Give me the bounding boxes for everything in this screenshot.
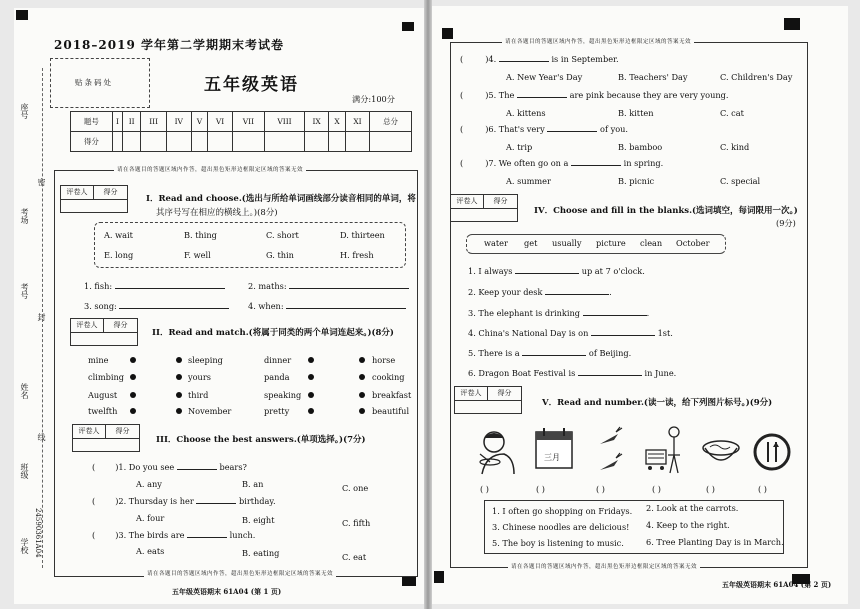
side-label-school: 学校 — [20, 538, 29, 554]
registration-mark — [16, 10, 28, 20]
paren-open: ( — [460, 158, 464, 168]
question-stem-end: are pink because they are very young. — [569, 90, 729, 100]
sentence: 1. I often go shopping on Fridays. — [492, 506, 633, 516]
mc-question-6 — [460, 124, 628, 134]
word-bank-word: clean — [640, 238, 663, 248]
match-dot[interactable] — [176, 357, 182, 363]
option-word: B. thing — [184, 230, 217, 240]
word-bank-word: usually — [552, 238, 582, 248]
question-stem-end: birthday. — [238, 496, 276, 506]
match-word: November — [188, 406, 232, 416]
score-row-label: 得分 — [71, 132, 113, 152]
paren-open: ( — [460, 124, 464, 134]
picture-number-slot[interactable]: ( ) — [758, 484, 767, 494]
answer-blank — [517, 97, 567, 98]
side-code: 24590361A04 — [34, 508, 42, 558]
question-stem: )4. — [485, 54, 497, 64]
section-4-title: IV．Choose and fill in the blanks.(选词填空，每词限用一次。) — [534, 206, 798, 216]
match-word: mine — [88, 355, 109, 365]
sentence: 6. Tree Planting Day is in March. — [646, 537, 784, 547]
sentence: 2. Look at the carrots. — [646, 503, 739, 513]
match-dot[interactable] — [176, 408, 182, 414]
match-word: beautiful — [372, 406, 410, 416]
answer-blank — [499, 61, 549, 62]
score-input-cell[interactable] — [191, 132, 208, 152]
picture-number-slot[interactable]: ( ) — [652, 484, 661, 494]
score-table-header-row — [71, 112, 412, 132]
question-stem: )3. The birds are — [115, 530, 185, 540]
mc-option: A. summer — [506, 176, 551, 186]
match-dot[interactable] — [308, 408, 314, 414]
question-stem: 4. China's National Day is on — [468, 328, 589, 338]
question-1-1 — [84, 281, 225, 291]
answer-blank[interactable] — [515, 273, 579, 274]
answer-blank[interactable] — [289, 288, 409, 289]
score-cell: IX — [304, 112, 328, 132]
scorer-box — [454, 386, 522, 414]
answer-region-right — [450, 42, 808, 568]
picture-number-slot[interactable]: ( ) — [536, 484, 545, 494]
match-word: yours — [188, 372, 211, 382]
notice-bottom-right: 请在各题目的答题区域内作答，超出黑色矩形边框限定区域的答案无效 — [508, 562, 700, 570]
mc-option: C. fifth — [342, 518, 371, 528]
registration-mark — [402, 22, 414, 31]
footer-page-2: 五年级英语期末 61A04 (第 2 页) — [722, 580, 832, 589]
mc-option: C. cat — [720, 108, 744, 118]
noodle-bowl-icon — [700, 436, 742, 468]
paren-open: ( — [460, 54, 464, 64]
binding-line — [42, 68, 43, 568]
match-dot[interactable] — [130, 408, 136, 414]
match-dot[interactable] — [176, 392, 182, 398]
question-stem-end: in spring. — [623, 158, 664, 168]
notice-bottom-left: 请在各题目的答题区域内作答，超出黑色矩形边框限定区域的答案无效 — [144, 569, 336, 577]
score-cell: III — [141, 112, 167, 132]
score-cell: I — [112, 112, 122, 132]
score-cell: II — [123, 112, 141, 132]
fill-question-6 — [468, 368, 676, 378]
question-1-3 — [84, 301, 229, 311]
fill-question-5 — [468, 348, 631, 358]
match-dot[interactable] — [308, 357, 314, 363]
match-word: cooking — [372, 372, 405, 382]
question-stem: )1. Do you see — [115, 462, 175, 472]
exam-year-title: 2018–2019 学年第二学期期末考试卷 — [54, 38, 284, 52]
question-stem: )2. Thursday is her — [115, 496, 194, 506]
mc-question-5 — [460, 90, 728, 100]
word-bank-word: water — [484, 238, 508, 248]
match-dot[interactable] — [359, 357, 365, 363]
match-word: August — [88, 390, 118, 400]
section-1-title-line2: 其序号写在相应的横线上。)(8分) — [156, 208, 278, 218]
barcode-label: 贴条码处 — [75, 78, 113, 87]
question-stem: 3. song: — [84, 301, 117, 311]
shopping-woman-icon — [642, 424, 688, 476]
mc-question-3 — [92, 530, 255, 540]
sentence: 5. The boy is listening to music. — [492, 538, 624, 548]
match-word: dinner — [264, 355, 292, 365]
mc-option: C. special — [720, 176, 761, 186]
sentence: 3. Chinese noodles are delicious! — [492, 522, 630, 532]
fill-question-3 — [468, 308, 649, 318]
section-3-title: III．Choose the best answers.(单项选择。)(7分) — [156, 435, 366, 445]
match-word: panda — [264, 372, 290, 382]
side-label-class: 班级 — [20, 463, 29, 479]
section-5-title: V．Read and number.(读一读，给下列图片标号。)(9分) — [542, 398, 773, 408]
mc-option: A. kittens — [506, 108, 546, 118]
exam-page-1 — [14, 8, 424, 604]
scorer-box — [72, 424, 140, 452]
match-dot[interactable] — [176, 374, 182, 380]
score-input-cell[interactable] — [329, 132, 346, 152]
scorer-label: 评卷人 — [455, 387, 488, 401]
score-input-cell[interactable] — [370, 132, 412, 152]
word-bank-word: picture — [596, 238, 626, 248]
side-label-room: 考场 — [20, 208, 29, 224]
paren-open: ( — [92, 530, 96, 540]
mc-question-4 — [460, 54, 619, 64]
score-cell: X — [329, 112, 346, 132]
match-word: breakfast — [372, 390, 412, 400]
answer-blank[interactable] — [583, 315, 647, 316]
score-cell: VI — [208, 112, 233, 132]
question-1-2 — [248, 281, 409, 291]
answer-blank — [571, 165, 621, 166]
mc-option: A. New Year's Day — [506, 72, 583, 82]
exam-page-2 — [432, 6, 848, 604]
fill-question-1 — [468, 266, 645, 276]
score-cell: VIII — [265, 112, 305, 132]
notice-top-left: 请在各题目的答题区域内作答，超出黑色矩形边框限定区域的答案无效 — [114, 165, 306, 173]
score-table-score-row — [71, 132, 412, 152]
side-seal-xian: 线 — [37, 433, 46, 441]
question-stem: 4. when: — [248, 301, 284, 311]
word-options-box — [94, 222, 406, 268]
score-input-cell[interactable] — [208, 132, 233, 152]
question-stem-end: lunch. — [229, 530, 256, 540]
score-input-cell[interactable] — [304, 132, 328, 152]
answer-blank[interactable] — [286, 308, 406, 309]
match-dot[interactable] — [359, 392, 365, 398]
question-stem: 3. The elephant is drinking — [468, 308, 581, 318]
match-word: sleeping — [188, 355, 223, 365]
mc-option: B. an — [242, 479, 264, 489]
score-input-cell[interactable] — [345, 132, 369, 152]
question-stem-end: 1st. — [657, 328, 673, 338]
mc-question-2 — [92, 496, 276, 506]
side-label-exam-no: 考号 — [20, 283, 29, 299]
mc-option: B. eating — [242, 548, 280, 558]
side-seal-feng: 封 — [37, 313, 46, 321]
score-label: 得分 — [104, 319, 137, 333]
calendar-label: 三月 — [544, 453, 560, 462]
match-word: climbing — [88, 372, 124, 382]
mc-option: C. one — [342, 483, 369, 493]
scorer-label: 评卷人 — [71, 319, 104, 333]
word-bank-word: get — [524, 238, 538, 248]
question-stem: 2. maths: — [248, 281, 287, 291]
score-cell: IV — [167, 112, 192, 132]
option-word: D. thirteen — [340, 230, 385, 240]
option-word: A. wait — [104, 230, 133, 240]
mc-option: B. bamboo — [618, 142, 663, 152]
mc-option: B. kitten — [618, 108, 654, 118]
mc-option: B. picnic — [618, 176, 655, 186]
notice-top-right: 请在各题目的答题区域内作答，超出黑色矩形边框限定区域的答案无效 — [502, 37, 694, 45]
mc-option: C. eat — [342, 552, 367, 562]
answer-blank — [187, 537, 227, 538]
mc-option: A. trip — [506, 142, 533, 152]
score-input-cell[interactable] — [112, 132, 122, 152]
score-input-cell[interactable] — [232, 132, 264, 152]
registration-mark — [442, 28, 453, 39]
option-word: E. long — [104, 250, 134, 260]
mc-option: C. Children's Day — [720, 72, 793, 82]
mc-question-1 — [92, 462, 247, 472]
section-2-title: II．Read and match.(将属于同类的两个单词连起来。)(8分) — [152, 328, 394, 338]
fill-question-2 — [468, 287, 612, 297]
question-stem: )6. That's very — [485, 124, 545, 134]
scorer-label: 评卷人 — [73, 425, 106, 439]
match-word: third — [188, 390, 209, 400]
question-stem-end: bears? — [219, 462, 247, 472]
picture-number-slot[interactable]: ( ) — [596, 484, 605, 494]
option-word: F. well — [184, 250, 211, 260]
question-stem: )7. We often go on a — [485, 158, 569, 168]
match-word: speaking — [264, 390, 302, 400]
mc-question-7 — [460, 158, 663, 168]
footer-page-1: 五年级英语期末 61A04 (第 1 页) — [172, 587, 282, 596]
match-dot[interactable] — [130, 357, 136, 363]
score-cell: XI — [345, 112, 369, 132]
score-input-cell[interactable] — [123, 132, 141, 152]
option-word: G. thin — [266, 250, 294, 260]
match-dot[interactable] — [130, 392, 136, 398]
side-seal-mi: 密 — [37, 178, 46, 186]
scorer-box — [70, 318, 138, 346]
match-dot[interactable] — [308, 392, 314, 398]
match-word: pretty — [264, 406, 290, 416]
mc-option: C. kind — [720, 142, 750, 152]
registration-mark — [784, 18, 800, 30]
picture-number-slot[interactable]: ( ) — [706, 484, 715, 494]
boy-eating-icon — [472, 426, 522, 476]
barcode-area — [50, 58, 150, 108]
answer-blank — [547, 131, 597, 132]
answer-blank[interactable] — [119, 308, 229, 309]
scorer-label: 评卷人 — [451, 195, 484, 209]
sentence: 4. Keep to the right. — [646, 520, 730, 530]
match-dot[interactable] — [308, 374, 314, 380]
question-stem-end: . — [646, 308, 650, 318]
registration-mark — [402, 576, 416, 586]
question-stem: )5. The — [485, 90, 515, 100]
answer-blank[interactable] — [578, 375, 642, 376]
match-dot[interactable] — [359, 374, 365, 380]
score-cell: 总分 — [370, 112, 412, 132]
question-stem-end: in June. — [644, 368, 677, 378]
question-stem: 2. Keep your desk — [468, 287, 543, 297]
score-label: 得分 — [106, 425, 139, 439]
score-label: 得分 — [94, 186, 127, 200]
paren-open: ( — [460, 90, 464, 100]
question-stem-end: . — [609, 287, 612, 297]
option-word: H. fresh — [340, 250, 374, 260]
keep-right-sign-icon — [752, 432, 792, 472]
score-label: 得分 — [484, 195, 517, 209]
answer-blank — [177, 469, 217, 470]
question-stem: 1. I always — [468, 266, 513, 276]
question-1-4 — [248, 301, 406, 311]
scorer-box — [60, 185, 128, 213]
scorer-box — [450, 194, 518, 222]
score-table — [70, 111, 412, 152]
mc-option: A. eats — [136, 546, 165, 556]
mc-option: B. eight — [242, 515, 275, 525]
answer-blank — [196, 503, 236, 504]
score-input-cell[interactable] — [265, 132, 305, 152]
question-stem: 1. fish: — [84, 281, 113, 291]
question-stem-end: up at 7 o'clock. — [581, 266, 645, 276]
option-word: C. short — [266, 230, 299, 240]
score-label: 得分 — [488, 387, 521, 401]
score-input-cell[interactable] — [141, 132, 167, 152]
registration-mark — [434, 571, 444, 583]
fill-question-4 — [468, 328, 673, 338]
side-label-seat: 座号 — [20, 103, 29, 119]
score-cell: V — [191, 112, 208, 132]
section-1-title: I．Read and choose.(选出与所给单词画线部分读音相同的单词，将 — [146, 194, 416, 204]
mc-option: A. four — [136, 513, 165, 523]
question-stem: 5. There is a — [468, 348, 520, 358]
exam-subject: 五年级英语 — [204, 75, 299, 95]
paren-open: ( — [92, 496, 96, 506]
side-label-name: 姓名 — [20, 383, 29, 399]
answer-blank[interactable] — [545, 294, 609, 295]
picture-number-slot[interactable]: ( ) — [480, 484, 489, 494]
mc-option: B. Teachers' Day — [618, 72, 688, 82]
mc-option: A. any — [136, 479, 162, 489]
question-stem: 6. Dragon Boat Festival is — [468, 368, 576, 378]
book-spine-shadow — [424, 0, 432, 609]
answer-blank[interactable] — [522, 355, 586, 356]
match-dot[interactable] — [359, 408, 365, 414]
match-word: twelfth — [88, 406, 118, 416]
carrots-icon — [592, 426, 626, 476]
score-input-cell[interactable] — [167, 132, 192, 152]
score-cell: VII — [232, 112, 264, 132]
question-stem-end: is in September. — [551, 54, 619, 64]
match-word: horse — [372, 355, 396, 365]
score-cell: 题号 — [71, 112, 113, 132]
match-dot[interactable] — [130, 374, 136, 380]
calendar-march-icon — [534, 426, 576, 472]
scorer-label: 评卷人 — [61, 186, 94, 200]
section-4-points: (9分) — [776, 218, 796, 228]
paren-open: ( — [92, 462, 96, 472]
word-bank-word: October — [676, 238, 710, 248]
answer-blank[interactable] — [591, 335, 655, 336]
full-score: 满分:100分 — [352, 94, 395, 104]
question-stem-end: of you. — [600, 124, 629, 134]
answer-blank[interactable] — [115, 288, 225, 289]
question-stem-end: of Beijing. — [588, 348, 632, 358]
